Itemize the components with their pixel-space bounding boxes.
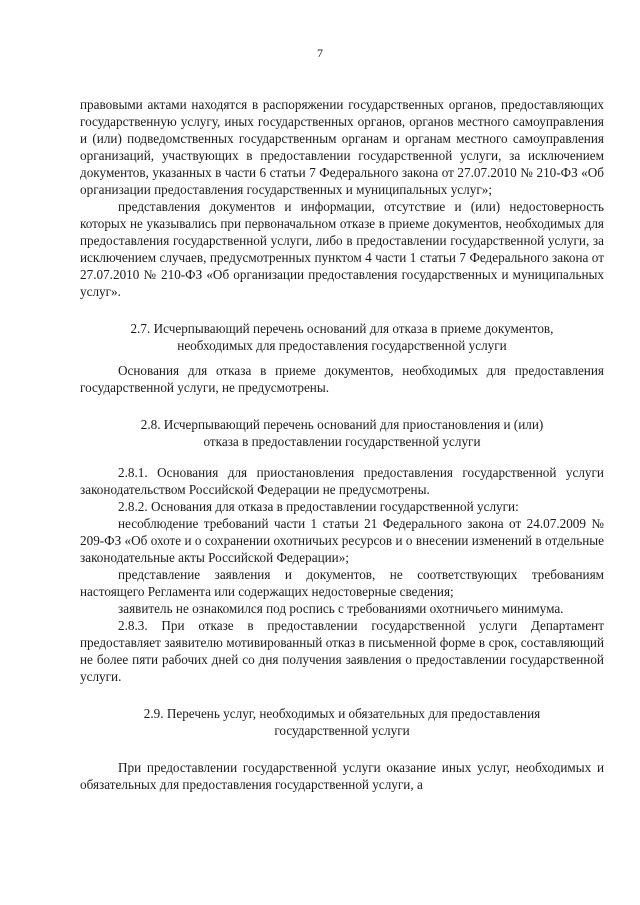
paragraph-legal-acts: правовыми актами находятся в распоряжении государственных органов, предоставляющих государственную услугу, иных государственных органов, органов местного самоуправления и (или) подведомственных государственным органам и органам местного самоуправления организаций, участвующих в предоставлении государственной услуги, за исключением документов, указанных в части 6 статьи 7 Федерального закона от 27.07.2010 № 210-ФЗ «Об организации предоставления государственных и муниципальных услуг»; — [80, 97, 604, 197]
paragraph-hunting-minimum: заявитель не ознакомился под роспись с требованиями охотничьего минимума. — [118, 601, 564, 616]
paragraph-2-8-3: 2.8.3. При отказе в предоставлении государственной услуги Департамент предоставляет заявителю мотивированный отказ в письменной форме в срок, составляющий не более пяти рабочих дней со дня получения заявления о предоставлении государственной услуги. — [80, 618, 604, 684]
page-number: 7 — [317, 46, 323, 60]
section-heading-2-8-line1: 2.8. Исчерпывающий перечень оснований для приостановления и (или) — [140, 417, 544, 432]
document-body — [80, 96, 604, 793]
section-heading-2-8-line2: отказа в предоставлении государственной услуги — [203, 434, 481, 449]
paragraph-other-services: При предоставлении государственной услуги оказание иных услуг, необходимых и обязательных для предоставления государственной услуги, а — [80, 760, 604, 792]
paragraph-no-grounds-refusal: Основания для отказа в приеме документов, необходимых для предоставления государственной услуги, не предусмотрены. — [80, 363, 604, 395]
section-heading-2-7 — [80, 320, 604, 354]
paragraph-documents-presentation: представления документов и информации, отсутствие и (или) недостоверность которых не указывались при первоначальном отказе в приеме документов, необходимых для предоставления государственной услуги, либо в предоставлении государственной услуги, за исключением случаев, предусмотренных пунктом 4 части 1 статьи 7 Федерального закона от 27.07.2010 № 210-ФЗ «Об организации предоставления государственных и муниципальных услуг». — [80, 199, 604, 299]
paragraph-noncompliance: несоблюдение требований части 1 статьи 21 Федерального закона от 24.07.2009 № 209-ФЗ «Об охоте и о сохранении охотничьих ресурсов и о внесении изменений в отдельные законодательные акты Российской Федерации»; — [80, 516, 604, 565]
section-heading-2-9 — [80, 705, 604, 739]
paragraph-2-8-1: 2.8.1. Основания для приостановления предоставления государственной услуги законодательством Российской Федерации не предусмотрены. — [80, 465, 604, 497]
section-heading-2-7-line2: необходимых для предоставления государственной услуги — [177, 338, 507, 353]
paragraph-invalid-documents: представление заявления и документов, не соответствующих требованиям настоящего Регламента или содержащих недостоверные сведения; — [80, 567, 604, 599]
section-heading-2-9-line2: государственной услуги — [274, 723, 410, 738]
section-heading-2-9-line1: 2.9. Перечень услуг, необходимых и обязательных для предоставления — [143, 706, 541, 721]
paragraph-2-8-2: 2.8.2. Основания для отказа в предоставлении государственной услуги: — [118, 499, 519, 514]
section-heading-2-7-line1: 2.7. Исчерпывающий перечень оснований для отказа в приеме документов, — [130, 321, 554, 336]
section-heading-2-8 — [80, 416, 604, 450]
